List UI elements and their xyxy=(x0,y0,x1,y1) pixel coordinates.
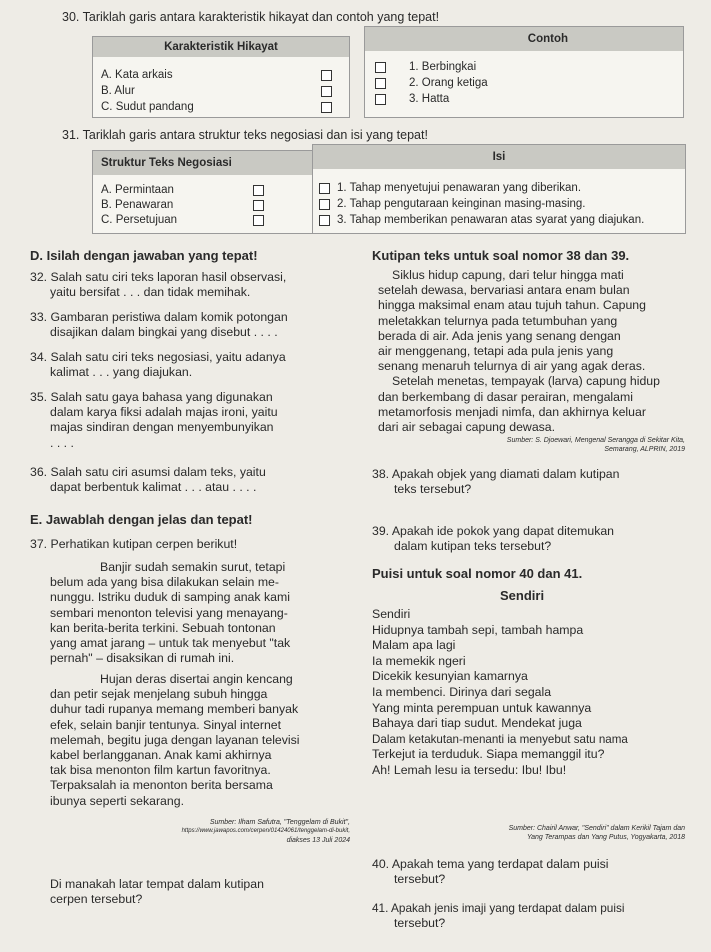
story-paragraph-1 xyxy=(50,560,348,666)
q30-right-box xyxy=(364,26,684,118)
q31-left-item-a: A. Permintaan xyxy=(101,184,174,196)
kutipan-line-3: hingga maksimal enam atau tujuh tahun. Capung xyxy=(378,298,646,313)
q30-left-header: Karakteristik Hikayat xyxy=(93,37,349,57)
q30-right-checkbox-3[interactable] xyxy=(375,94,386,105)
q30-right-item-1: 1. Berbingkai xyxy=(409,61,477,73)
poem-line-5: Dicekik kesunyian kamarnya xyxy=(372,669,528,684)
story-p1-line-7: pernah" – disaksikan di rumah ini. xyxy=(50,651,235,666)
q31-left-item-c: C. Persetujuan xyxy=(101,214,178,226)
q30-left-checkbox-a[interactable] xyxy=(321,70,332,81)
q31-right-item-3: 3. Tahap memberikan penawaran atas syarat yang diajukan. xyxy=(337,214,645,226)
story-source-line-3: diakses 13 Juli 2024 xyxy=(286,837,350,844)
poem-source xyxy=(440,824,685,842)
q35-line-4: . . . . xyxy=(50,435,74,450)
q38-line-2: teks tersebut? xyxy=(394,482,472,497)
kutipan-line-6: air menggenang, tetapi ada pula jenis yang xyxy=(378,344,614,359)
poem-line-1: Sendiri xyxy=(372,607,411,621)
q34-line-1: 34. Salah satu ciri teks negosiasi, yaitu adanya xyxy=(30,350,286,364)
poem-title: Sendiri xyxy=(500,588,545,603)
story-p2-line-3: duhur tadi rupanya memang memberi banyak xyxy=(50,702,299,717)
poem-line-6: Ia membenci. Dirinya dari segala xyxy=(372,684,552,699)
poem-line-2: Hidupnya tambah sepi, tambah hampa xyxy=(372,622,584,637)
kutipan-line-4: meletakkan telurnya pada tetumbuhan yang xyxy=(378,313,618,328)
section-d-heading: D. Isilah dengan jawaban yang tepat! xyxy=(30,248,258,263)
q40-block xyxy=(372,857,692,887)
q31-right-checkbox-1[interactable] xyxy=(319,183,330,194)
story-p1-line-4: sembari menonton televisi yang menayang- xyxy=(50,605,288,620)
q30-text: 30. Tariklah garis antara karakteristik hikayat dan contoh yang tepat! xyxy=(62,10,440,24)
q30-left-box xyxy=(92,36,350,118)
story-p1-line-3: nunggu. Istriku duduk di samping anak kami xyxy=(50,590,290,605)
q31-left-header: Struktur Teks Negosiasi xyxy=(93,151,325,175)
kutipan-line-9: dan berkembang di dasar perairan, mengalami xyxy=(378,389,633,404)
poem-source-line-1: Sumber: Chairil Anwar, "Sendiri" dalam Kerikil Tajam dan xyxy=(508,825,685,832)
q31-left-checkbox-c[interactable] xyxy=(253,215,264,226)
q30-left-checkbox-c[interactable] xyxy=(321,102,332,113)
story-p2-line-4: efek, selain banjir tentunya. Sinyal internet xyxy=(50,717,282,732)
q31-left-checkbox-a[interactable] xyxy=(253,185,264,196)
story-p1-line-2: belum ada yang bisa dilakukan selain me- xyxy=(50,575,279,590)
story-source-line-2: https://www.jawapos.com/cerpen/01424061/tenggelam-di-bukit, xyxy=(181,828,350,834)
kutipan-source-line-2: Semarang, ALPRIN, 2019 xyxy=(604,446,685,453)
q35-line-2: dalam karya fiksi adalah majas ironi, yaitu xyxy=(50,405,278,420)
q35-line-3: majas sindiran dengan menyembunyikan xyxy=(50,420,274,435)
q37-question-line-1: Di manakah latar tempat dalam kutipan xyxy=(50,877,264,891)
kutipan-line-7: senang menaruh telurnya di air yang agak deras. xyxy=(378,359,646,374)
q33-line-2: disajikan dalam bingkai yang disebut . . . . xyxy=(50,325,278,340)
q37-intro: 37. Perhatikan kutipan cerpen berikut! xyxy=(30,537,238,551)
q30-right-checkbox-2[interactable] xyxy=(375,78,386,89)
story-p2-line-2: dan petir sejak menjelang subuh hingga xyxy=(50,687,268,702)
q37-question-line-2: cerpen tersebut? xyxy=(50,892,143,907)
q31-right-item-1: 1. Tahap menyetujui penawaran yang diberikan. xyxy=(337,182,582,194)
q31-left-box xyxy=(92,150,326,234)
q36-line-2: dapat berbentuk kalimat . . . atau . . . . xyxy=(50,480,257,495)
q39-block xyxy=(372,524,687,554)
q38-line-1: 38. Apakah objek yang diamati dalam kutipan xyxy=(372,467,620,481)
q32-block xyxy=(30,270,360,300)
q33-block xyxy=(30,310,360,340)
q31-right-box xyxy=(312,144,686,234)
q40-line-1: 40. Apakah tema yang terdapat dalam puisi xyxy=(372,857,609,871)
kutipan-line-10: metamorfosis menjadi nimfa, dan akhirnya keluar xyxy=(378,404,646,419)
poem-line-11: Ah! Lemah lesu ia tersedu: Ibu! Ibu! xyxy=(372,762,567,777)
q35-block xyxy=(30,390,360,451)
kutipan-source xyxy=(440,436,685,454)
q30-right-checkbox-1[interactable] xyxy=(375,62,386,73)
q30-right-item-3: 3. Hatta xyxy=(409,93,450,105)
poem-line-9: Dalam ketakutan-menanti ia menyebut satu nama xyxy=(372,732,628,746)
q31-right-checkbox-2[interactable] xyxy=(319,199,330,210)
story-p2-line-9: ibunya seperti sekarang. xyxy=(50,793,184,808)
story-p2-line-8: Terpaksalah ia menonton berita bersama xyxy=(50,778,273,793)
q30-right-item-2: 2. Orang ketiga xyxy=(409,77,488,89)
poem-line-10: Terkejut ia terduduk. Siapa memanggil itu? xyxy=(372,747,605,762)
kutipan-line-11: dari air sebagai capung dewasa. xyxy=(378,420,556,435)
q31-right-header: Isi xyxy=(313,145,685,169)
poem-line-8: Bahaya dari tiap sudut. Mendekat juga xyxy=(372,716,582,731)
q31-left-checkbox-b[interactable] xyxy=(253,200,264,211)
story-source xyxy=(110,818,350,845)
q31-left-item-b: B. Penawaran xyxy=(101,199,174,211)
kutipan-source-line-1: Sumber: S. Djoewari, Mengenal Serangga di Sekitar Kita, xyxy=(506,437,685,444)
q31-text: 31. Tariklah garis antara struktur teks negosiasi dan isi yang tepat! xyxy=(62,128,428,142)
q30-left-item-c: C. Sudut pandang xyxy=(101,101,194,113)
q31-right-item-2: 2. Tahap pengutaraan keinginan masing-masing. xyxy=(337,198,586,210)
kutipan-line-8: Setelah menetas, tempayak (larva) capung hidup xyxy=(392,374,660,389)
q41-block xyxy=(372,901,692,931)
story-p2-line-6: kabel berlangganan. Anak kami akhirnya xyxy=(50,748,272,763)
q32-line-1: 32. Salah satu ciri teks laporan hasil observasi, xyxy=(30,270,287,284)
q30-right-header: Contoh xyxy=(365,27,683,51)
kutipan-line-2: setelah dewasa, bervariasi antara enam bulan xyxy=(378,283,630,298)
story-p1-line-5: kan berita-berita terkini. Sebuah tontonan xyxy=(50,620,276,635)
poem-body xyxy=(372,607,692,779)
kutipan-text xyxy=(378,268,688,435)
q30-left-item-a: A. Kata arkais xyxy=(101,69,173,81)
q36-line-1: 36. Salah satu ciri asumsi dalam teks, yaitu xyxy=(30,465,266,479)
q32-line-2: yaitu bersifat . . . dan tidak memihak. xyxy=(50,285,251,300)
poem-line-3: Malam apa lagi xyxy=(372,638,456,653)
q33-line-1: 33. Gambaran peristiwa dalam komik potongan xyxy=(30,310,288,324)
q39-line-2: dalam kutipan teks tersebut? xyxy=(394,539,552,554)
q39-line-1: 39. Apakah ide pokok yang dapat ditemukan xyxy=(372,524,615,538)
poem-line-4: Ia memekik ngeri xyxy=(372,653,466,668)
q30-left-checkbox-b[interactable] xyxy=(321,86,332,97)
q36-block xyxy=(30,465,360,495)
story-paragraph-2 xyxy=(50,672,348,809)
q31-right-checkbox-3[interactable] xyxy=(319,215,330,226)
story-p1-line-1: Banjir sudah semakin surut, tetapi xyxy=(100,560,286,574)
poem-line-7: Yang minta perempuan untuk kawannya xyxy=(372,700,592,715)
q40-line-2: tersebut? xyxy=(394,872,446,887)
kutipan-line-1: Siklus hidup capung, dari telur hingga mati xyxy=(392,268,624,282)
section-e-heading: E. Jawablah dengan jelas dan tepat! xyxy=(30,512,253,527)
poem-heading: Puisi untuk soal nomor 40 dan 41. xyxy=(372,566,583,581)
story-p2-line-7: tak bisa menonton film kartun favoritnya. xyxy=(50,763,271,778)
q30-left-item-b: B. Alur xyxy=(101,85,135,97)
q41-line-2: tersebut? xyxy=(394,916,446,931)
kutipan-line-5: berada di air. Ada jenis yang senang dengan xyxy=(378,328,621,343)
kutipan-heading: Kutipan teks untuk soal nomor 38 dan 39. xyxy=(372,248,630,263)
q37-question xyxy=(50,877,350,907)
q34-line-2: kalimat . . . yang diajukan. xyxy=(50,365,193,380)
q41-line-1: 41. Apakah jenis imaji yang terdapat dalam puisi xyxy=(372,901,625,915)
story-p1-line-6: yang amat jarang – untuk tak menyebut "tak xyxy=(50,636,291,651)
q35-line-1: 35. Salah satu gaya bahasa yang digunakan xyxy=(30,390,273,404)
story-p2-line-1: Hujan deras disertai angin kencang xyxy=(100,672,293,686)
q34-block xyxy=(30,350,360,380)
story-p2-line-5: melemah, begitu juga dengan layanan televisi xyxy=(50,732,300,747)
poem-source-line-2: Yang Terampas dan Yang Putus, Yogyakarta, 2018 xyxy=(526,834,685,841)
story-source-line-1: Sumber: Ilham Safutra, "Tenggelam di Bukit", xyxy=(209,819,350,826)
q38-block xyxy=(372,467,687,497)
